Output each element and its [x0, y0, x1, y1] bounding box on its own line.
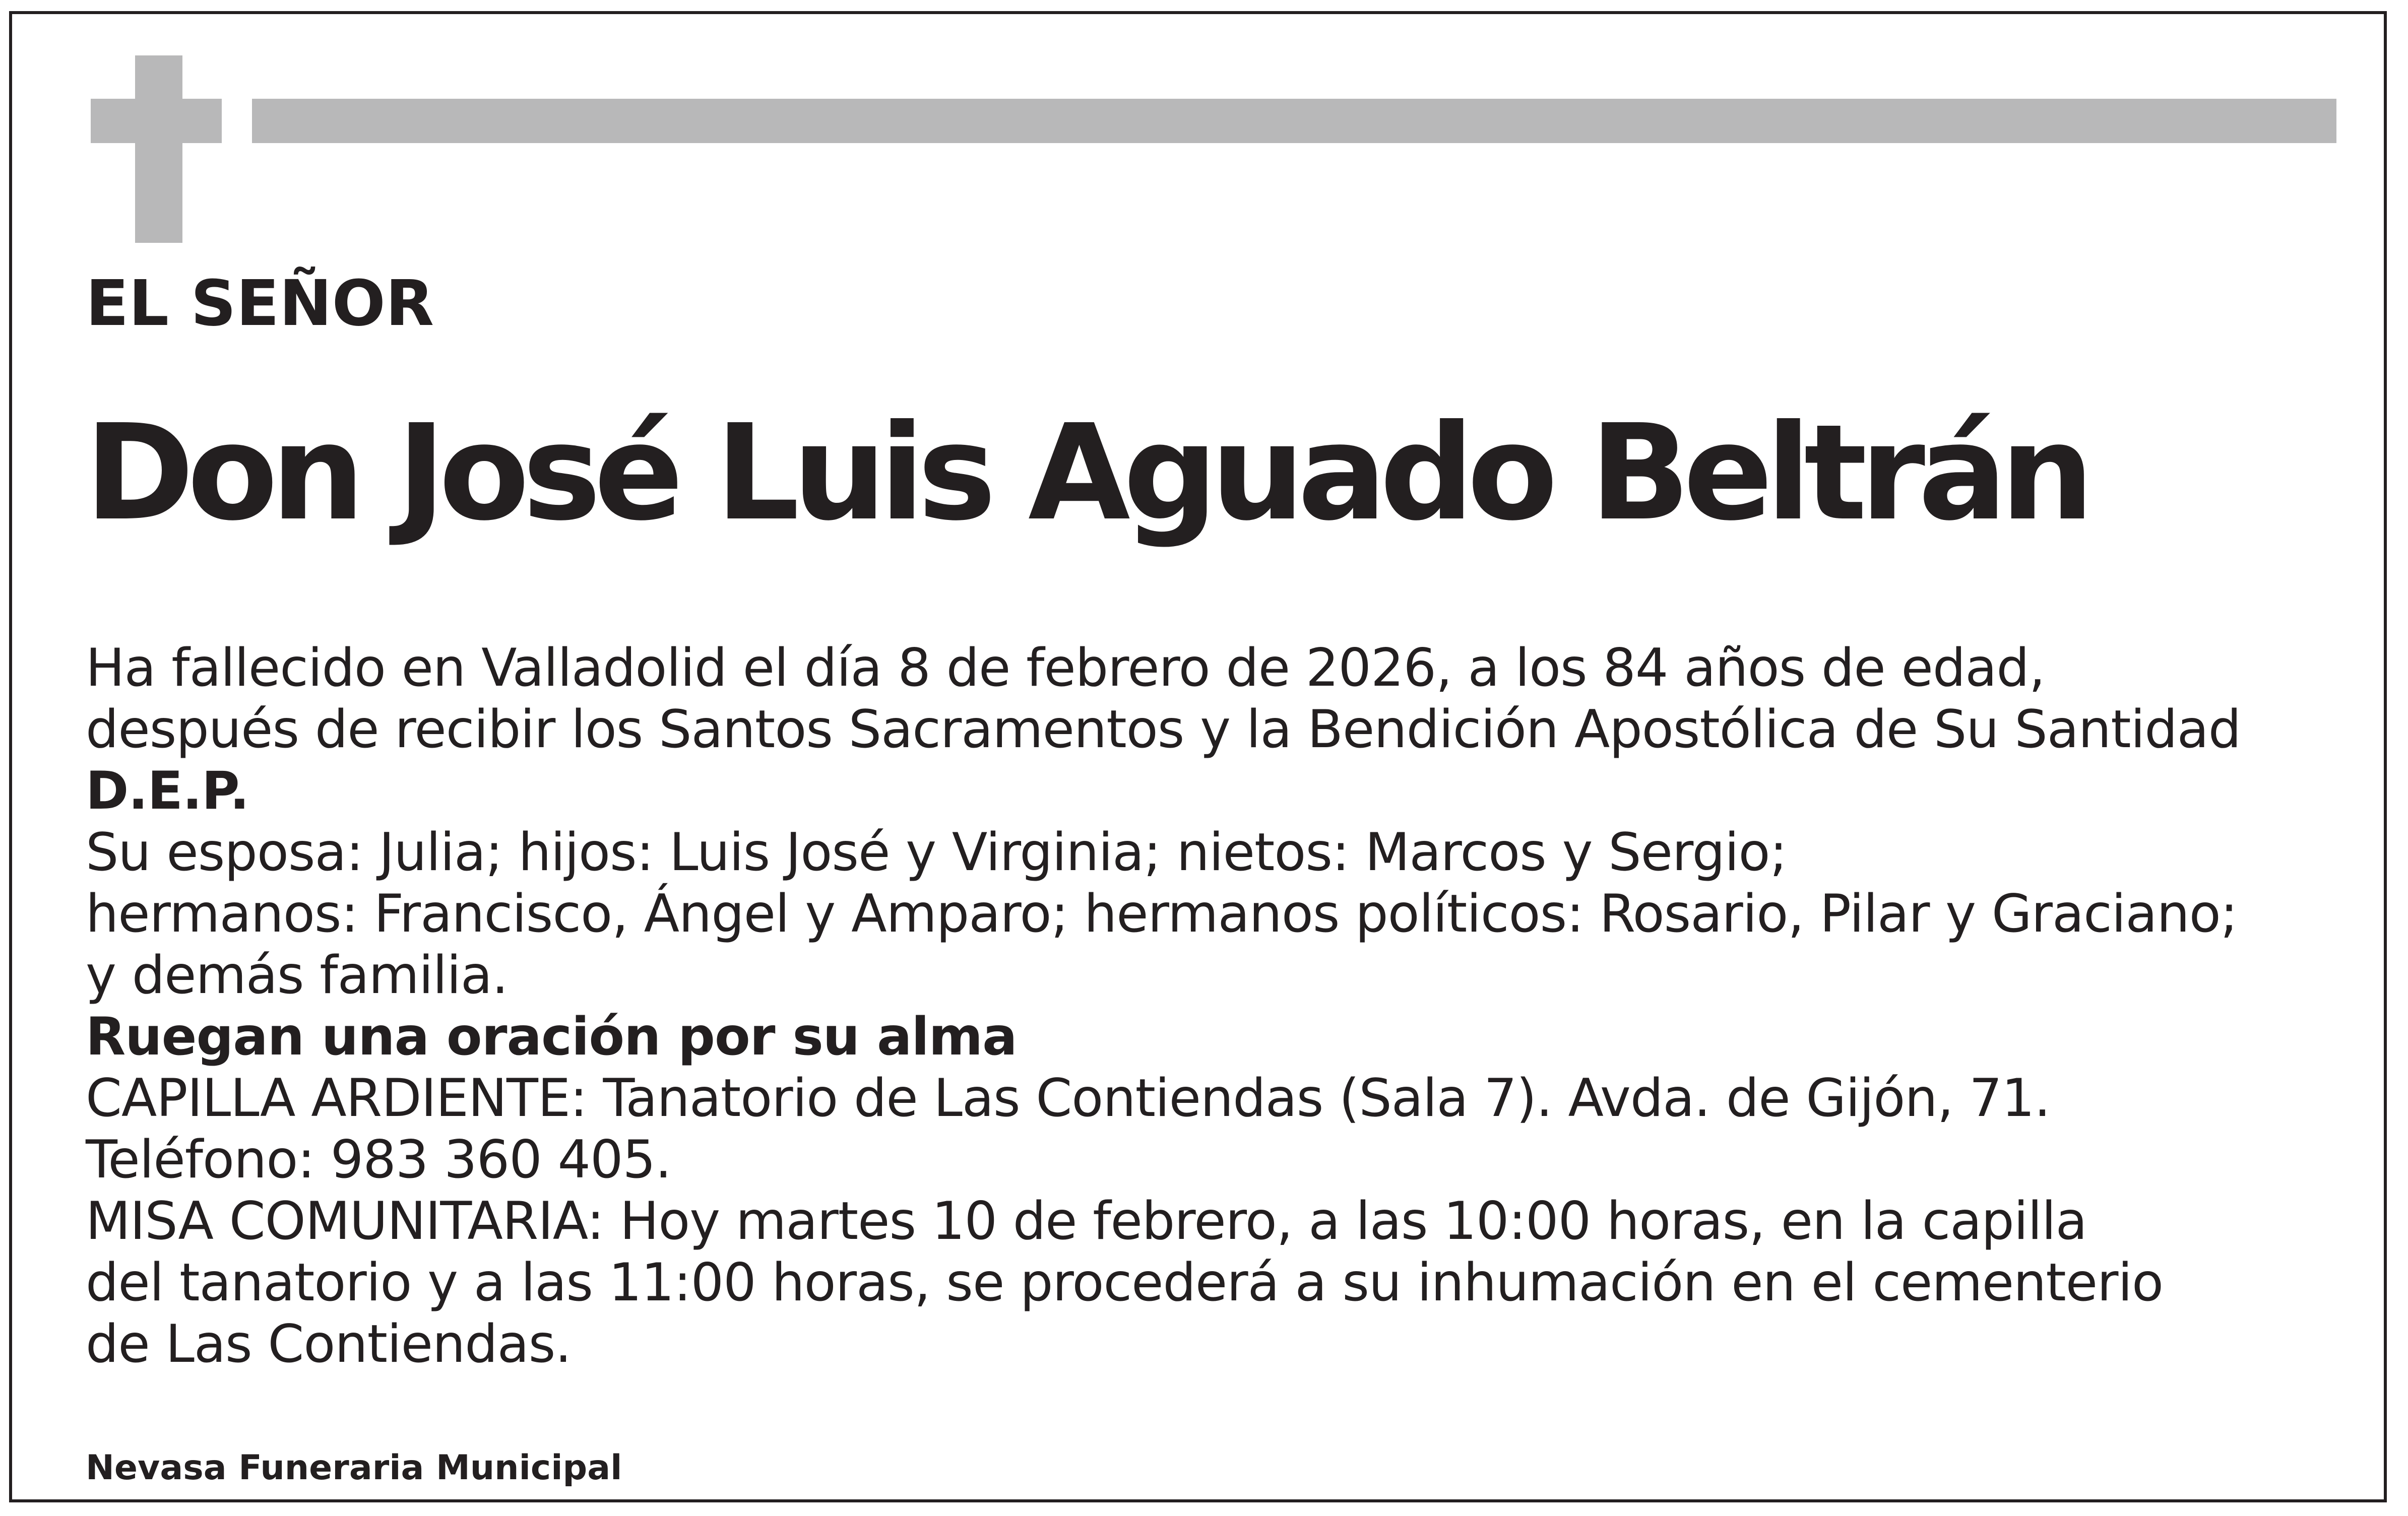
- details-line: del tanatorio y a las 11:00 horas, se procederá a su inhumación en el cementerio: [86, 1253, 2164, 1313]
- header-bar: [252, 99, 2336, 143]
- family-line: hermanos: Francisco, Ángel y Amparo; hermanos políticos: Rosario, Pilar y Graciano;: [86, 884, 2238, 944]
- death-line: Ha fallecido en Valladolid el día 8 de febrero de 2026, a los 84 años de edad,: [86, 638, 2045, 698]
- cross-icon: [135, 55, 182, 243]
- obituary-body: [86, 637, 2354, 1375]
- family-line: y demás familia.: [86, 945, 508, 1006]
- family-line: Su esposa: Julia; hijos: Luis José y Virginia; nietos: Marcos y Sergio;: [86, 822, 1787, 883]
- details-line: MISA COMUNITARIA: Hoy martes 10 de febrero, a las 10:00 horas, en la capilla: [86, 1191, 2087, 1251]
- details-line: CAPILLA ARDIENTE: Tanatorio de Las Contiendas (Sala 7). Avda. de Gijón, 71.: [86, 1068, 2050, 1129]
- cross-icon-arm: [91, 99, 222, 143]
- dep-label: D.E.P.: [86, 761, 249, 821]
- details-line: Teléfono: 983 360 405.: [86, 1130, 671, 1190]
- details-line: de Las Contiendas.: [86, 1314, 572, 1374]
- title-prefix: EL SEÑOR: [86, 267, 434, 340]
- death-line: después de recibir los Santos Sacramentos y la Bendición Apostólica de Su Santidad: [86, 699, 2241, 760]
- funeral-home-name: Nevasa Funeraria Municipal: [86, 1448, 622, 1488]
- prayer-request: Ruegan una oración por su alma: [86, 1007, 1017, 1067]
- deceased-name: Don José Luis Aguado Beltrán: [85, 396, 2087, 550]
